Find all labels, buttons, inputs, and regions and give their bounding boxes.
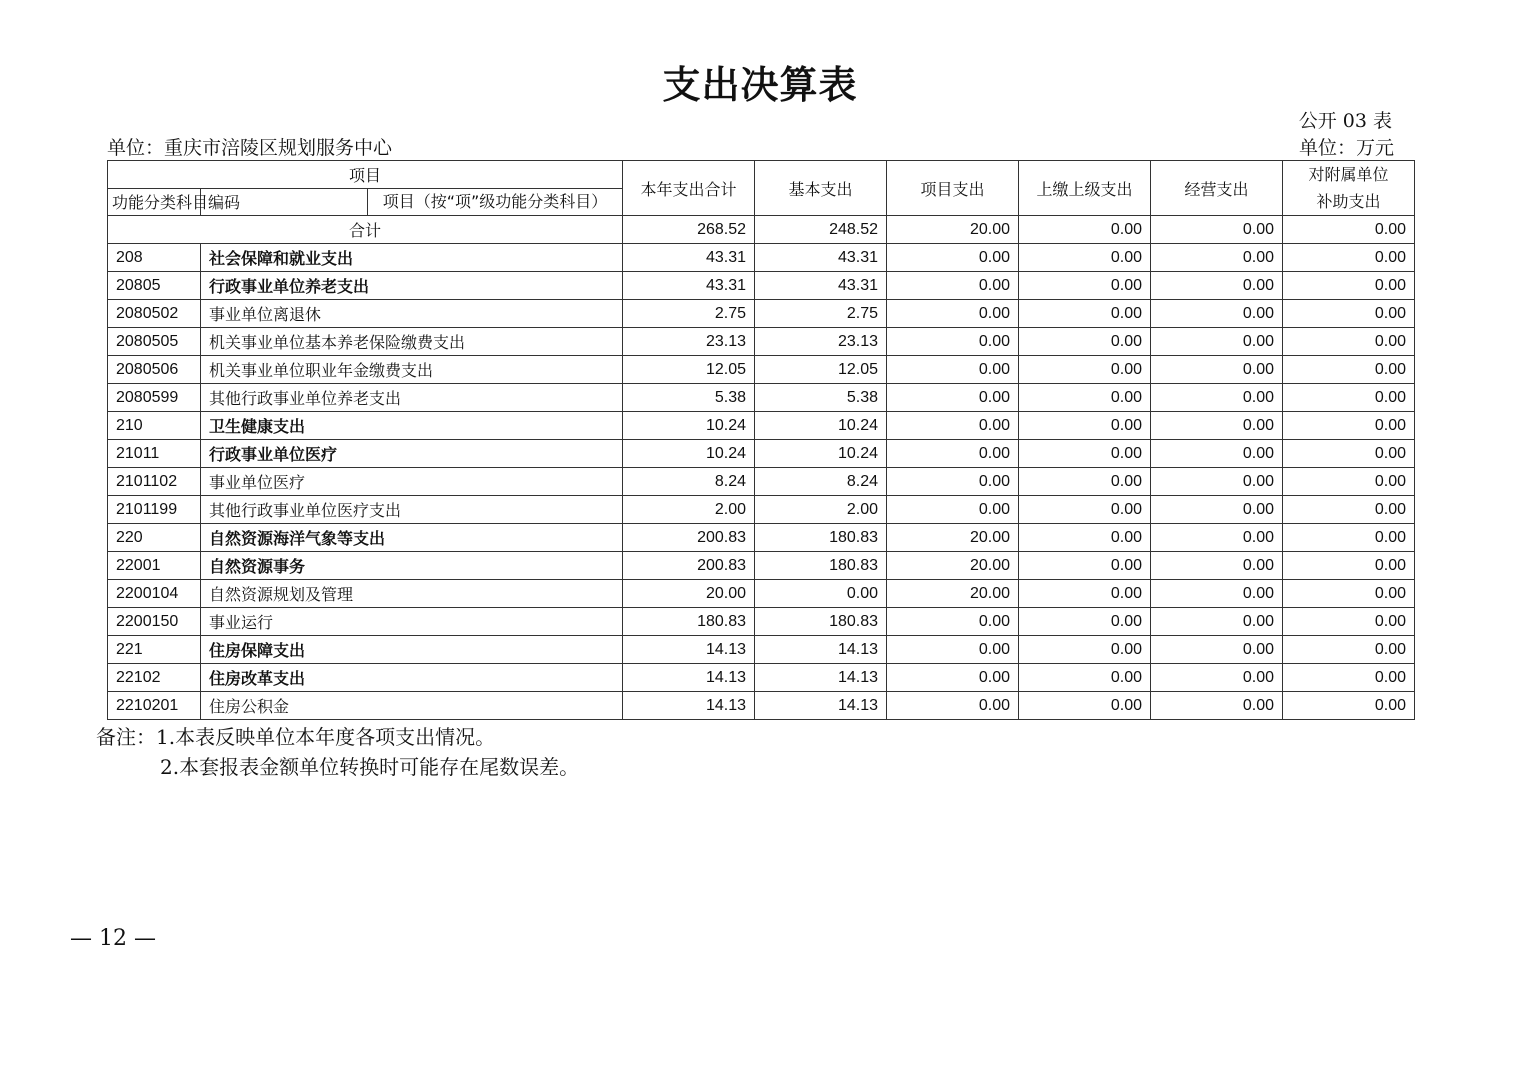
row-value: 43.31 <box>623 244 755 272</box>
row-value: 0.00 <box>1283 300 1415 328</box>
row-value: 14.13 <box>755 664 887 692</box>
header-project: 项目支出 <box>887 161 1019 216</box>
row-value: 0.00 <box>1019 552 1151 580</box>
row-value: 0.00 <box>887 664 1019 692</box>
row-value: 200.83 <box>623 524 755 552</box>
row-value: 14.13 <box>623 636 755 664</box>
row-value: 20.00 <box>623 580 755 608</box>
row-code: 2200104 <box>108 580 201 608</box>
row-value: 0.00 <box>887 328 1019 356</box>
row-name: 事业单位离退休 <box>201 300 623 328</box>
row-name: 事业单位医疗 <box>201 468 623 496</box>
note-line-2: 2.本套报表金额单位转换时可能存在尾数误差。 <box>160 755 580 779</box>
row-value: 14.13 <box>623 664 755 692</box>
header-basic: 基本支出 <box>755 161 887 216</box>
total-value: 0.00 <box>1151 216 1283 244</box>
row-name: 住房改革支出 <box>201 664 623 692</box>
row-value: 0.00 <box>1151 356 1283 384</box>
row-name: 社会保障和就业支出 <box>201 244 623 272</box>
notes <box>96 722 579 782</box>
row-value: 0.00 <box>1151 468 1283 496</box>
unit-currency: 单位：万元 <box>1298 137 1394 159</box>
row-value: 0.00 <box>1283 664 1415 692</box>
header-name <box>201 188 623 216</box>
row-value: 20.00 <box>887 552 1019 580</box>
total-value: 20.00 <box>887 216 1019 244</box>
row-value: 0.00 <box>1151 244 1283 272</box>
row-value: 0.00 <box>887 440 1019 468</box>
row-value: 0.00 <box>1283 692 1415 720</box>
row-value: 0.00 <box>887 636 1019 664</box>
row-name: 其他行政事业单位医疗支出 <box>201 496 623 524</box>
row-code: 22102 <box>108 664 201 692</box>
header-name-label: 项目（按“项”级功能分类科目） <box>382 191 608 211</box>
total-value: 0.00 <box>1019 216 1151 244</box>
row-value: 0.00 <box>1283 244 1415 272</box>
row-name: 住房公积金 <box>201 692 623 720</box>
page-title: 支出决算表 <box>662 62 858 107</box>
row-value: 8.24 <box>623 468 755 496</box>
row-value: 0.00 <box>1151 272 1283 300</box>
row-value: 0.00 <box>887 608 1019 636</box>
unit-organization: 单位：重庆市涪陵区规划服务中心 <box>107 137 393 159</box>
row-code: 220 <box>108 524 201 552</box>
table-row <box>108 440 1415 468</box>
row-value: 0.00 <box>1019 440 1151 468</box>
row-code: 2080505 <box>108 328 201 356</box>
row-value: 0.00 <box>1283 552 1415 580</box>
row-value: 0.00 <box>1019 692 1151 720</box>
row-value: 180.83 <box>755 552 887 580</box>
row-code: 208 <box>108 244 201 272</box>
row-value: 43.31 <box>623 272 755 300</box>
row-name: 机关事业单位基本养老保险缴费支出 <box>201 328 623 356</box>
row-name: 行政事业单位养老支出 <box>201 272 623 300</box>
header-upper: 上缴上级支出 <box>1019 161 1151 216</box>
row-name: 事业运行 <box>201 608 623 636</box>
table-row <box>108 356 1415 384</box>
row-name: 其他行政事业单位养老支出 <box>201 384 623 412</box>
form-number: 公开 03 表 <box>1298 110 1392 132</box>
row-value: 0.00 <box>887 356 1019 384</box>
row-value: 43.31 <box>755 272 887 300</box>
row-value: 180.83 <box>755 524 887 552</box>
row-value: 0.00 <box>1019 608 1151 636</box>
header-item: 项目 <box>108 161 623 189</box>
row-code: 210 <box>108 412 201 440</box>
row-value: 0.00 <box>1019 328 1151 356</box>
total-value: 248.52 <box>755 216 887 244</box>
table-row <box>108 608 1415 636</box>
row-value: 0.00 <box>1019 580 1151 608</box>
row-value: 0.00 <box>1019 244 1151 272</box>
row-value: 0.00 <box>1283 636 1415 664</box>
row-code: 2080506 <box>108 356 201 384</box>
table-row <box>108 552 1415 580</box>
row-value: 10.24 <box>623 440 755 468</box>
table-row <box>108 468 1415 496</box>
row-value: 0.00 <box>887 468 1019 496</box>
row-value: 10.24 <box>755 412 887 440</box>
row-code: 22001 <box>108 552 201 580</box>
row-value: 0.00 <box>1151 440 1283 468</box>
row-value: 0.00 <box>1019 272 1151 300</box>
row-value: 180.83 <box>623 608 755 636</box>
row-value: 0.00 <box>1151 636 1283 664</box>
row-name: 住房保障支出 <box>201 636 623 664</box>
row-code: 2080599 <box>108 384 201 412</box>
row-value: 0.00 <box>1283 468 1415 496</box>
page-number: — 12 — <box>70 926 156 951</box>
row-value: 0.00 <box>1151 580 1283 608</box>
table-row <box>108 692 1415 720</box>
header-code: 功能分类科目编码 <box>108 188 201 216</box>
row-code: 2080502 <box>108 300 201 328</box>
row-value: 2.00 <box>623 496 755 524</box>
row-value: 23.13 <box>623 328 755 356</box>
row-value: 23.13 <box>755 328 887 356</box>
table-row <box>108 300 1415 328</box>
row-code: 21011 <box>108 440 201 468</box>
header-subsidy <box>1283 161 1415 216</box>
row-value: 0.00 <box>1283 328 1415 356</box>
total-value: 268.52 <box>623 216 755 244</box>
row-code: 2210201 <box>108 692 201 720</box>
row-value: 0.00 <box>1283 580 1415 608</box>
total-label: 合计 <box>108 216 623 244</box>
row-value: 14.13 <box>623 692 755 720</box>
row-value: 0.00 <box>1283 608 1415 636</box>
row-value: 180.83 <box>755 608 887 636</box>
header-subsidy-line2: 补助支出 <box>1316 192 1381 211</box>
row-value: 0.00 <box>755 580 887 608</box>
row-value: 2.75 <box>623 300 755 328</box>
row-value: 0.00 <box>1019 524 1151 552</box>
row-value: 0.00 <box>1151 300 1283 328</box>
row-value: 0.00 <box>1019 636 1151 664</box>
table-row <box>108 384 1415 412</box>
row-value: 5.38 <box>755 384 887 412</box>
header-business: 经营支出 <box>1151 161 1283 216</box>
row-name: 行政事业单位医疗 <box>201 440 623 468</box>
row-value: 20.00 <box>887 580 1019 608</box>
row-value: 0.00 <box>887 384 1019 412</box>
row-value: 0.00 <box>1019 384 1151 412</box>
row-value: 0.00 <box>1151 412 1283 440</box>
table-row <box>108 580 1415 608</box>
row-code: 20805 <box>108 272 201 300</box>
row-value: 0.00 <box>887 692 1019 720</box>
row-value: 0.00 <box>887 272 1019 300</box>
row-value: 0.00 <box>1151 552 1283 580</box>
row-value: 14.13 <box>755 636 887 664</box>
row-value: 0.00 <box>887 244 1019 272</box>
row-value: 12.05 <box>623 356 755 384</box>
row-code: 2101199 <box>108 496 201 524</box>
table-row <box>108 412 1415 440</box>
row-value: 0.00 <box>1019 468 1151 496</box>
row-value: 0.00 <box>1151 384 1283 412</box>
row-value: 200.83 <box>623 552 755 580</box>
row-value: 0.00 <box>1019 496 1151 524</box>
table-row <box>108 496 1415 524</box>
table-row <box>108 244 1415 272</box>
row-code: 221 <box>108 636 201 664</box>
note-line-1: 备注：1.本表反映单位本年度各项支出情况。 <box>96 725 496 749</box>
row-value: 0.00 <box>1151 692 1283 720</box>
row-value: 0.00 <box>1019 412 1151 440</box>
total-row <box>108 216 1415 244</box>
row-value: 0.00 <box>1283 384 1415 412</box>
row-value: 0.00 <box>1283 524 1415 552</box>
row-code: 2101102 <box>108 468 201 496</box>
row-name: 机关事业单位职业年金缴费支出 <box>201 356 623 384</box>
table-row <box>108 328 1415 356</box>
row-name: 自然资源海洋气象等支出 <box>201 524 623 552</box>
row-value: 20.00 <box>887 524 1019 552</box>
row-value: 0.00 <box>1283 412 1415 440</box>
table-row <box>108 524 1415 552</box>
row-value: 5.38 <box>623 384 755 412</box>
total-value: 0.00 <box>1283 216 1415 244</box>
header-total: 本年支出合计 <box>623 161 755 216</box>
row-value: 0.00 <box>1151 608 1283 636</box>
row-value: 0.00 <box>887 300 1019 328</box>
row-value: 0.00 <box>887 412 1019 440</box>
row-code: 2200150 <box>108 608 201 636</box>
row-value: 14.13 <box>755 692 887 720</box>
row-value: 0.00 <box>1019 664 1151 692</box>
row-value: 2.00 <box>755 496 887 524</box>
row-value: 0.00 <box>1151 328 1283 356</box>
row-value: 8.24 <box>755 468 887 496</box>
header-subsidy-line1: 对附属单位 <box>1308 165 1389 184</box>
row-value: 0.00 <box>1283 356 1415 384</box>
row-value: 43.31 <box>755 244 887 272</box>
row-value: 0.00 <box>1151 524 1283 552</box>
row-value: 0.00 <box>887 496 1019 524</box>
row-value: 0.00 <box>1019 300 1151 328</box>
expenditure-table <box>107 160 1415 720</box>
row-value: 0.00 <box>1151 496 1283 524</box>
row-value: 0.00 <box>1283 440 1415 468</box>
row-value: 10.24 <box>755 440 887 468</box>
row-value: 12.05 <box>755 356 887 384</box>
row-value: 2.75 <box>755 300 887 328</box>
row-value: 10.24 <box>623 412 755 440</box>
table-row <box>108 636 1415 664</box>
row-value: 0.00 <box>1151 664 1283 692</box>
row-name: 自然资源事务 <box>201 552 623 580</box>
table-row <box>108 272 1415 300</box>
row-value: 0.00 <box>1019 356 1151 384</box>
row-value: 0.00 <box>1283 496 1415 524</box>
row-name: 卫生健康支出 <box>201 412 623 440</box>
row-value: 0.00 <box>1283 272 1415 300</box>
row-name: 自然资源规划及管理 <box>201 580 623 608</box>
table-row <box>108 664 1415 692</box>
